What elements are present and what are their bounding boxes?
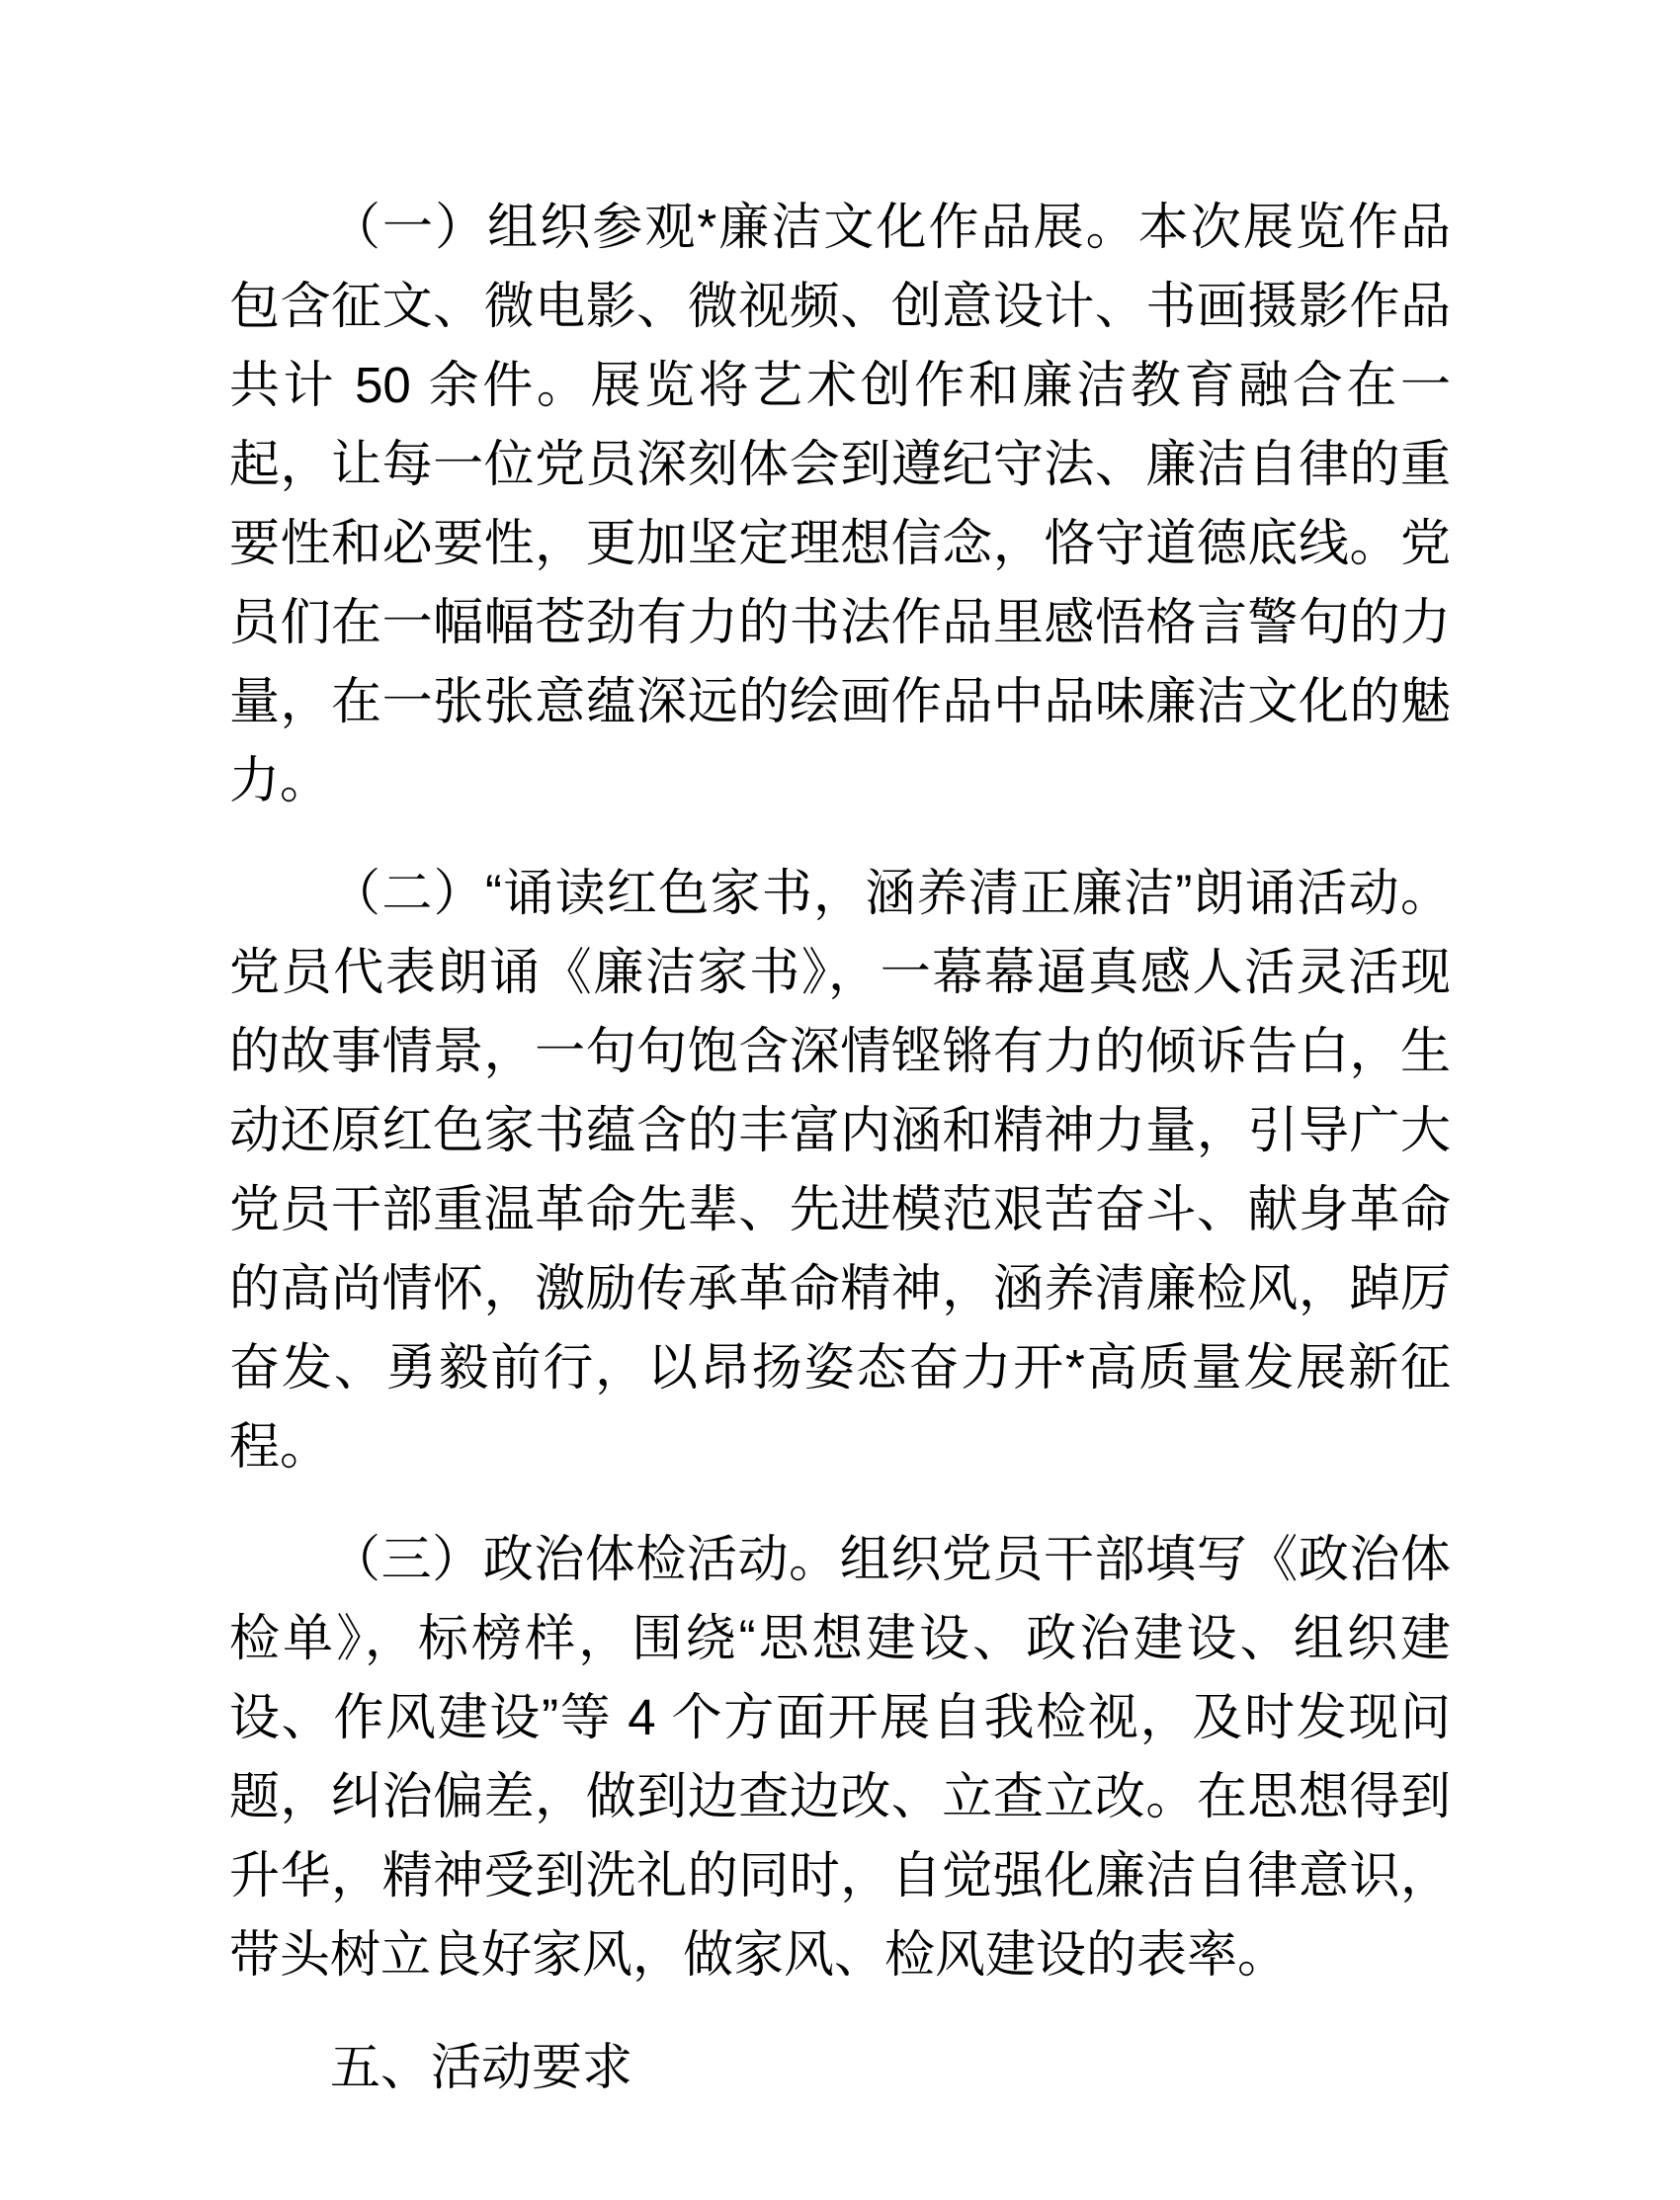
paragraph-section-one: （一）组织参观*廉洁文化作品展。本次展览作品包含征文、微电影、微视频、创意设计、书画摄影作品共计 50 余件。展览将艺术创作和廉洁教育融合在一起，让每一位党员深刻体会到遵纪守法、廉洁自律的重要性和必要性，更加坚定理想信念，恪守道德底线。党员们在一幅幅苍劲有力的书法作品里感悟格言警句的力量，在一张张意蕴深远的绘画作品中品味廉洁文化的魅力。 (229, 199, 1451, 808)
paragraph-section-two: （二）“诵读红色家书，涵养清正廉洁”朗诵活动。党员代表朗诵《廉洁家书》，一幕幕逼真感人活灵活现的故事情景，一句句饱含深情铿锵有力的倾诉告白，生动还原红色家书蕴含的丰富内涵和精神力量，引导广大党员干部重温革命先辈、先进模范艰苦奋斗、献身革命的高尚情怀，激励传承革命精神，涵养清廉检风，踔厉奋发、勇毅前行，以昂扬姿态奋力开*高质量发展新征程。 (229, 865, 1451, 1475)
document-body (229, 188, 1451, 2200)
heading-activity-requirements: 五、活动要求 (330, 2039, 633, 2095)
paragraph-section-three: （三）政治体检活动。组织党员干部填写《政治体检单》，标榜样，围绕“思想建设、政治建设、组织建设、作风建设”等 4 个方面开展自我检视，及时发现问题，纠治偏差，做到边查边改、立查立改。在思想得到升华，精神受到洗礼的同时，自觉强化廉洁自律意识，带头树立良好家风，做家风、检风建设的表率。 (229, 1531, 1451, 1983)
page-bottom-spacer (229, 2141, 1451, 2200)
